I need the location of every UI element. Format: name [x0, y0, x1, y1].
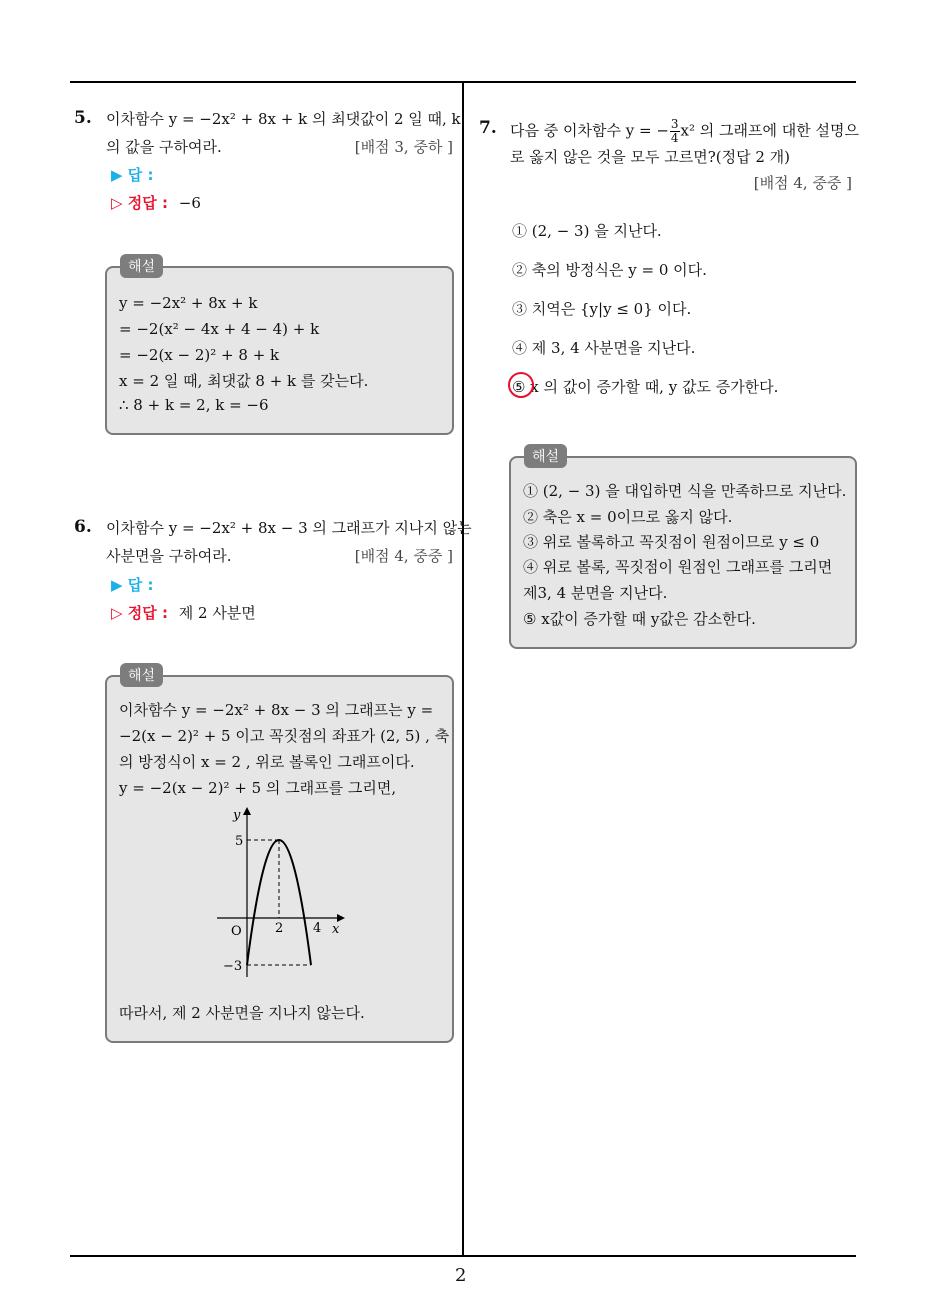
q7-option-5: ⑤ x 의 값이 증가할 때, y 값도 증가한다.: [512, 378, 779, 396]
q7-number: 7.: [479, 118, 497, 138]
q6-solution-box: [105, 675, 454, 1043]
q5-solution-tag: 해설: [120, 254, 163, 278]
q7-option-4: ④ 제 3, 4 사분면을 지난다.: [512, 339, 696, 357]
q5-text-line1: 이차함수 y = −2x² + 8x + k 의 최댓값이 2 일 때, k: [106, 110, 461, 128]
q6-sol-line-1: −2(x − 2)² + 5 이고 꼭짓점의 좌표가 (2, 5) , 축: [119, 727, 450, 745]
q7-option-3: ③ 치역은 {y|y ≤ 0} 이다.: [512, 300, 692, 318]
q7-frac-den: 4: [670, 131, 679, 145]
q7-sol-line-5: ⑤ x값이 증가할 때 y값은 감소한다.: [523, 610, 756, 628]
graph-tick-neg3: −3: [223, 959, 243, 974]
q7-sol-line-1: ② 축은 x = 0이므로 옳지 않다.: [523, 508, 733, 526]
q7-frac-num: 3: [670, 117, 679, 131]
graph-origin-label: O: [231, 924, 242, 939]
q5-meta: [배점 3, 중하 ]: [354, 138, 453, 156]
q5-correct-label: ▷ 정답 :: [111, 194, 168, 212]
q6-correct: [111, 602, 256, 623]
graph-x-label: x: [332, 922, 340, 937]
q6-sol-line-0: 이차함수 y = −2x² + 8x − 3 의 그래프는 y =: [119, 701, 434, 719]
q7-sol-line-2: ③ 위로 볼록하고 꼭짓점이 원점이므로 y ≤ 0: [523, 533, 820, 551]
q6-text-line2: 사분면을 구하여라.: [106, 547, 232, 565]
q5-answer-label: ▶ 답 :: [111, 166, 154, 184]
q5-number: 5.: [74, 108, 92, 128]
q7-solution-tag: 해설: [524, 444, 567, 468]
q6-parabola-graph: [107, 805, 456, 1005]
q7-text-part2: x² 의 그래프에 대한 설명으: [680, 121, 859, 140]
q7-fraction: [670, 118, 680, 145]
q5-correct: [111, 192, 201, 213]
q7-answer-circle-mark: [508, 372, 534, 398]
q5-sol-line-1: = −2(x² − 4x + 4 − 4) + k: [119, 320, 320, 338]
graph-y-label: y: [233, 808, 241, 823]
q6-sol-line-3: y = −2(x − 2)² + 5 의 그래프를 그리면,: [119, 779, 397, 797]
q7-meta: [배점 4, 중중 ]: [753, 174, 852, 192]
graph-tick-2: 2: [275, 921, 284, 936]
q6-solution-tag: 해설: [120, 663, 163, 687]
q6-meta: [배점 4, 중중 ]: [354, 547, 453, 565]
q5-sol-line-2: = −2(x − 2)² + 8 + k: [119, 346, 280, 364]
q7-option-1: ① (2, − 3) 을 지난다.: [512, 222, 662, 240]
q7-sol-line-4: 제3, 4 분면을 지난다.: [523, 584, 668, 602]
column-divider: [462, 82, 464, 1256]
q6-conclusion: 따라서, 제 2 사분면을 지나지 않는다.: [119, 1004, 365, 1022]
q5-text-line2: 의 값을 구하여라.: [106, 138, 222, 156]
q5-sol-line-4: ∴ 8 + k = 2, k = −6: [119, 396, 269, 414]
q7-sol-line-0: ① (2, − 3) 을 대입하면 식을 만족하므로 지난다.: [523, 482, 847, 500]
q7-text-line2: 로 옳지 않은 것을 모두 고르면?(정답 2 개): [510, 148, 791, 166]
graph-tick-4: 4: [313, 921, 322, 936]
q5-correct-value: −6: [178, 194, 201, 212]
q6-text-line1: 이차함수 y = −2x² + 8x − 3 의 그래프가 지나지 않는: [106, 519, 472, 537]
graph-y-arrow: [243, 807, 251, 815]
q5-sol-line-0: y = −2x² + 8x + k: [119, 294, 258, 312]
graph-parabola-curve: [247, 840, 311, 965]
q6-number: 6.: [74, 517, 92, 537]
q7-text-part1: 다음 중 이차함수 y = −: [510, 121, 669, 140]
graph-tick-5: 5: [235, 834, 244, 849]
q6-correct-label: ▷ 정답 :: [111, 604, 168, 622]
q7-option-2: ② 축의 방정식은 y = 0 이다.: [512, 261, 707, 279]
graph-x-arrow: [337, 914, 345, 922]
q7-sol-line-3: ④ 위로 볼록, 꼭짓점이 원점인 그래프를 그리면: [523, 558, 833, 576]
q6-sol-line-2: 의 방정식이 x = 2 , 위로 볼록인 그래프이다.: [119, 753, 415, 771]
page-number: 2: [455, 1265, 467, 1286]
bottom-rule: [70, 1255, 856, 1257]
q5-solution-box: [105, 266, 454, 435]
q6-answer-label: ▶ 답 :: [111, 576, 154, 594]
q7-solution-box: [509, 456, 857, 649]
q6-correct-value: 제 2 사분면: [178, 604, 256, 622]
q5-sol-line-3: x = 2 일 때, 최댓값 8 + k 를 갖는다.: [119, 372, 369, 390]
q7-text-line1: [510, 118, 859, 145]
